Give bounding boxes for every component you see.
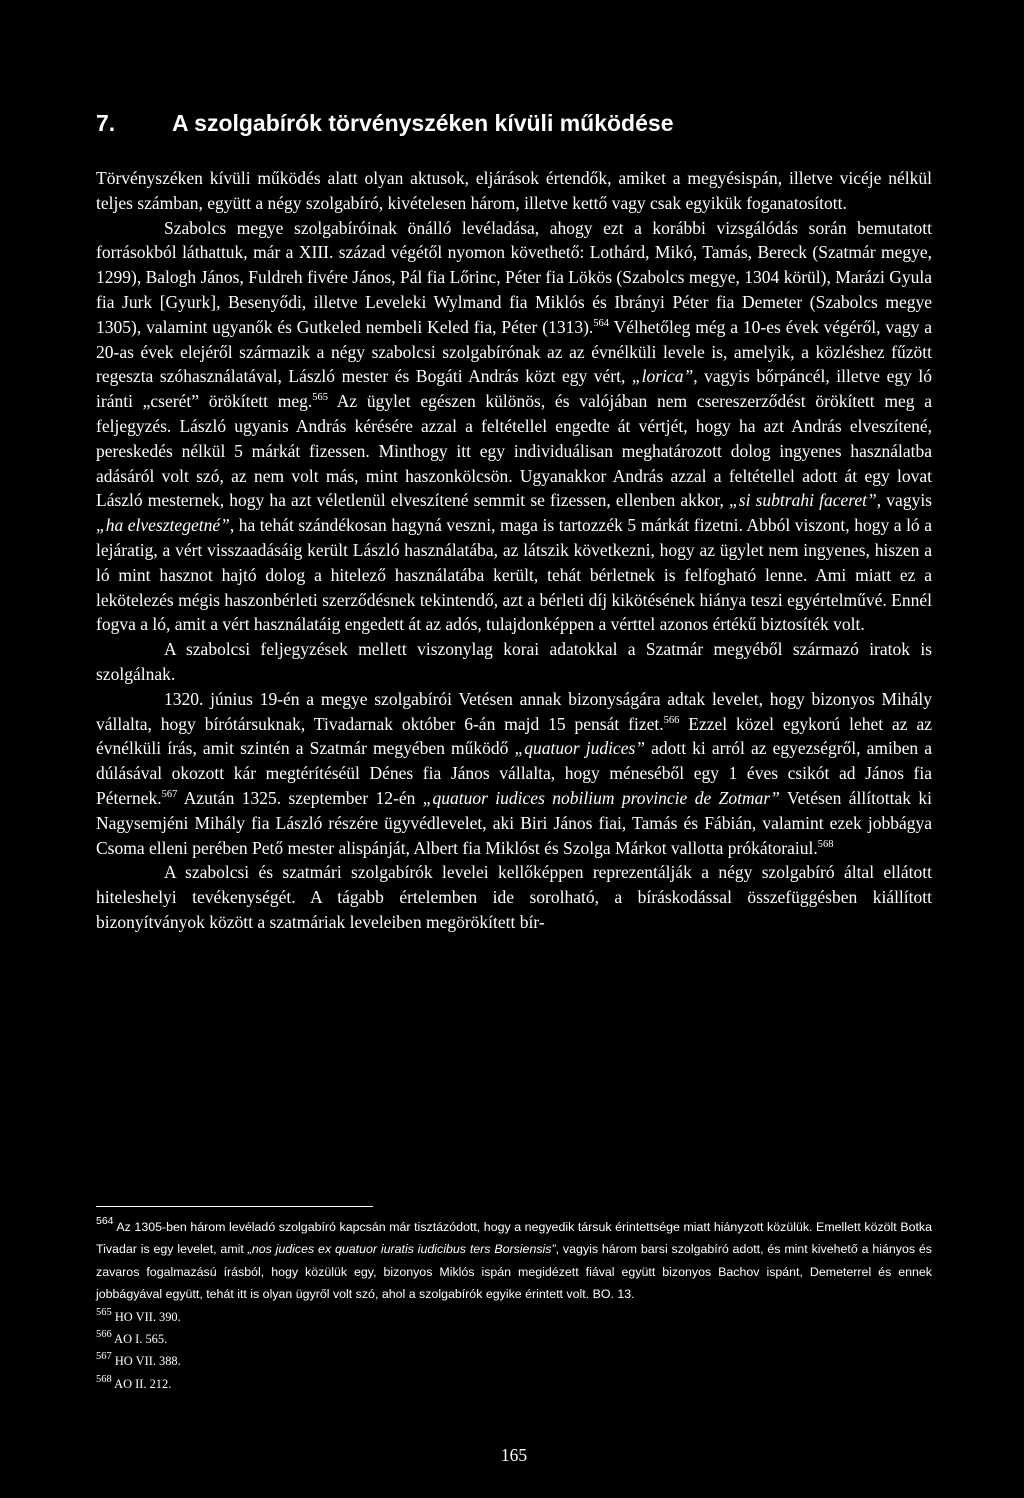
paragraph [96,860,932,934]
footnote-number: 566 [96,1329,112,1341]
document-page [96,108,932,1478]
paragraph [96,687,932,861]
paragraph [96,637,932,687]
text-run: Törvényszéken kívüli működés alatt olyan aktusok, eljárások értendők, amiket a megyésispán, illetve vicéje nélkül teljes számban, együtt a négy szolgabíró, kivételesen három, illetve kettő vagy csak egyikük foganatosított. [96,168,932,213]
footnote [96,1350,932,1372]
italic-quote: „si subtrahi faceret” [729,490,877,511]
text-run: Az ügylet egészen különös, és valójában nem csereszerződést örökített meg a feljegyzés. László ugyanis András kérésére azzal a feltétellel engedte át vértjét, hogy ha azt András elveszítené, pereskedés nélkül 5 márkát fizessen. Minthogy itt egy individuálisan meghatározott dolog ingyenes használatba adásáról volt szó, az nem volt más, mint haszonkölcsön. Ugyanakkor András azzal a feltétellel adott át egy lovat László mesternek, hogy ha azt véletlenül elveszítené semmit se fizessen, ellenben akkor, [96,391,932,511]
footnote [96,1328,932,1350]
text-run: Vélhetőleg még a 10-es évek végéről, vagy a 20-as évek elejéről származik a négy szabolcsi szolgabírónak az az évnélküli levele is, amelyik, a közléshez fűzött regeszta szóhasználatával, László mester és Bogáti András közt egy vért, [96,316,932,387]
text-run: Ezzel közel egykorú lehet az az évnélküli írás, amit szintén a Szatmár megyében működő [96,713,932,759]
body-text [96,166,932,935]
footnote-ref: 565 [312,392,328,404]
footnote [96,1306,932,1328]
footnote [96,1373,932,1395]
page-number: 165 [500,1445,528,1465]
text-run: Az 1305-ben három levéladó szolgabíró kapcsán már tisztázódott, hogy a negyedik társuk érintettsége miatt hiányzott közülük. Emellett közölt Botka Tivadar is egy levelet, amit [96,1220,932,1257]
chapter-title: A szolgabírók törvényszéken kívüli működése [172,110,674,136]
text-run: , vagyis [876,490,932,511]
text-run: HO VII. 388. [111,1354,181,1369]
text-run: Azután 1325. szeptember 12-én [177,787,423,808]
footnote [96,1216,932,1306]
text-run: A szabolcsi és szatmári szolgabírók levelei kellőképpen reprezentálják a négy szolgabíró által ellátott hiteleshelyi tevékenységét. A tágabb értelemben ide sorolható, a bíráskodással összefüggésben kiállított bizonyítványok között a szatmáriak leveleiben megörökített bír- [96,862,932,932]
footnote-number: 568 [96,1373,112,1385]
text-run: AO II. 212. [111,1376,172,1391]
text-run: 1320. június 19-én a megye szolgabírói Vetésen annak bizonyságára adtak levelet, hogy bizonyos Mihály vállalta, hogy bírótársuknak, Tivadarnak október 6-án majd 15 pensát fizet. [96,688,932,734]
italic-quote: „quatuor judices” [514,738,646,759]
text-run: Vetésen állítottak ki Nagysemjéni Mihály fia László részére ügyvédlevelet, aki Biri János fiai, Tamás és Fábián, valamint ezek jobbágya Csoma elleni perében Pető mester alispánját, Albert fia Miklóst és Szolga Márkot vallotta prókátoraiul. [96,787,932,858]
footnote-number: 564 [96,1215,114,1227]
chapter-heading [96,108,932,138]
text-run: , vagyis bőrpáncél, illetve egy ló iránti „cserét” örökített meg. [96,366,932,412]
footnote-ref: 567 [161,788,178,800]
text-run: , vagyis három barsi szolgabíró adott, és mint kivehető a hiányos és zavaros fogalmazású írásból, hogy közülük egy, bizonyos Miklós ispán megidézett fiával együtt bizonyos Bachov ispánt, Demeterrel és ennek jobbágyával együtt, tehát itt is olyan ügyről volt szó, ahol a szolgabírók egyike érintett volt. BO. 13. [96,1242,932,1302]
italic-quote: „nos judices ex quatuor iuratis iudicibus ters Borsiensis” [247,1242,556,1257]
paragraph [96,166,932,216]
italic-quote: „quatuor iudices nobilium provincie de Zotmar” [422,787,780,808]
text-run: AO I. 565. [111,1332,168,1347]
text-run: , ha tehát szándékosan hagyná veszni, maga is tartozzék 5 márkát fizetni. Abból viszont, hogy a ló a lejáratig, a vért visszaadásáig került László használatába, az látszik következni, hogy az ügylet nem ingyenes, hiszen a ló mint hasznot hajtó dolog a hitelező használatába került, tehát bérletnek is felfogható lenne. Ami miatt ez a lekötelezés mégis haszonbérleti szerződésnek tekintendő, azt a bérleti díj kikötésének hiánya teszi egyértelművé. Ennél fogva a ló, amit a vért használatáig engedett át az adós, tulajdonképpen a vérttel azonos értékű biztosíték volt. [96,515,932,635]
chapter-number: 7. [96,110,116,136]
footnote-number: 567 [96,1351,112,1363]
footnotes [96,1216,932,1395]
paragraph [96,216,932,638]
footnote-ref: 568 [817,838,834,850]
footnote-number: 565 [96,1306,112,1318]
footnote-ref: 566 [663,714,680,726]
footnote-separator [96,1206,373,1207]
text-run: Szabolcs megye szolgabíróinak önálló levéladása, ahogy ezt a korábbi vizsgálódás során bemutatott forrásokból láthattuk, már a XIII. század végétől nyomon követhető: Lothárd, Mikó, Tamás, Bereck (Szatmár megye, 1299), Balogh János, Fuldreh fivére János, Pál fia Lőrinc, Péter fia Lökös (Szabolcs megye, 1304 körül), Marázi Gyula fia Jurk [Gyurk], Besenyődi, illetve Leveleki Wylmand fia Miklós és Ibrányi Péter fia Demeter (Szabolcs megye 1305), valamint ugyanők és Gutkeled nembeli Keled fia, Péter (1313). [96,217,932,337]
text-run: adott ki arról az egyezségről, amiben a dúlásával okozott kár megtérítéséül Dénes fia János vállalta, hogy méneséből egy 1 éves csikót ad János fia Péternek. [96,738,932,808]
text-run: A szabolcsi feljegyzések mellett viszonylag korai adatokkal a Szatmár megyéből származó iratok is szolgálnak. [96,639,932,684]
italic-quote: „ha elvesztegetné” [96,515,230,536]
footnote-ref: 564 [593,317,610,329]
italic-quote: „lorica” [631,366,694,387]
text-run: HO VII. 390. [111,1309,181,1324]
